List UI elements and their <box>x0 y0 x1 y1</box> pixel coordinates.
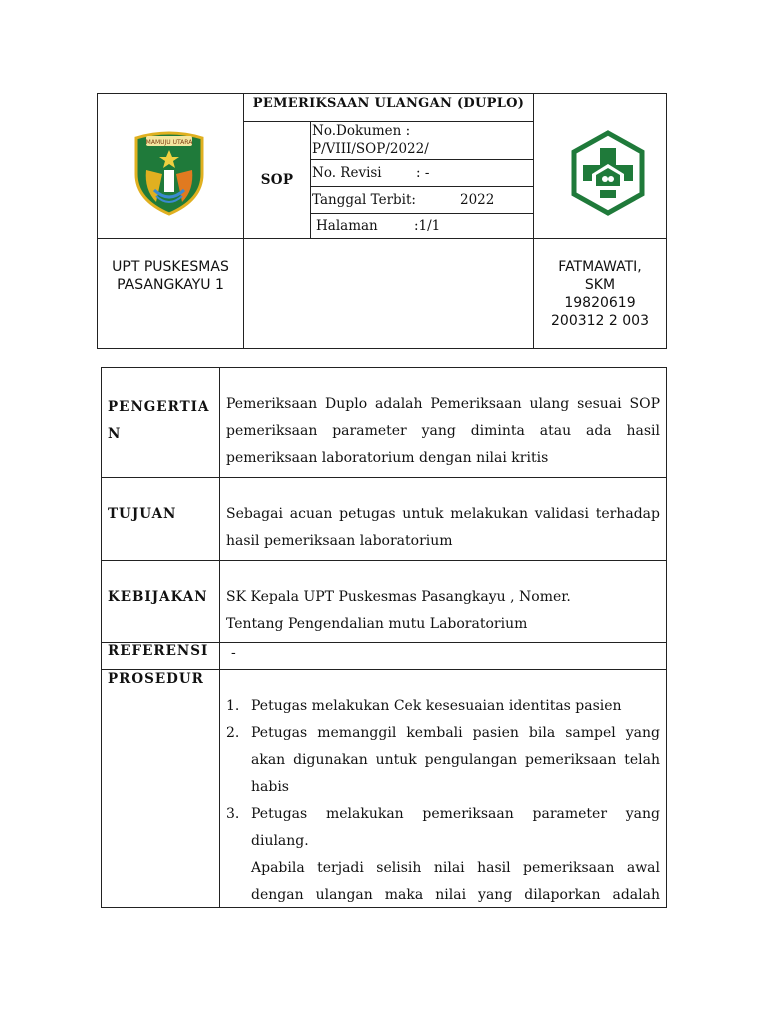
signer-nip-1: 19820619 <box>564 295 636 311</box>
referensi-label: REFERENSI <box>108 643 209 659</box>
step-text: Petugas melakukan Cek kesesuaian identitas pasien <box>251 698 622 714</box>
pengertian-label-line-2: N <box>108 426 122 442</box>
issue-date-value: 2022 <box>460 192 495 208</box>
pengertian-label <box>108 394 218 448</box>
page-label: Halaman <box>316 218 378 234</box>
step-3-note: Apabila terjadi selisih nilai hasil pemeriksaan awal dengan ulangan maka nilai yang dilaporkan adalah <box>251 860 660 903</box>
list-item <box>220 801 660 855</box>
pengertian-label-line-1: PENGERTIA <box>108 399 210 415</box>
signer-name: FATMAWATI, <box>558 259 642 275</box>
list-item <box>220 720 660 801</box>
step-number: 3. <box>226 806 240 822</box>
issue-date-label: Tanggal Terbit: <box>312 192 416 208</box>
pengertian-text: Pemeriksaan Duplo adalah Pemeriksaan ulang sesuai SOP pemeriksaan parameter yang diminta atau ada hasil pemeriksaan laboratorium dengan nilai kritis <box>226 396 660 466</box>
sop-label: SOP <box>260 172 294 188</box>
kebijakan-text <box>226 584 660 638</box>
signer-nip-2: 200312 2 003 <box>551 313 649 329</box>
kebijakan-line-2: Tentang Pengendalian mutu Laboratorium <box>226 616 528 632</box>
kebijakan-label: KEBIJAKAN <box>108 589 208 605</box>
step-number: 1. <box>226 698 240 714</box>
institution-line-1: UPT PUSKESMAS <box>112 259 229 275</box>
document-number-value: P/VIII/SOP/2022/ <box>312 141 429 157</box>
document-number-label: No.Dokumen : <box>312 123 411 139</box>
regency-emblem-logo <box>132 130 206 216</box>
document-title: PEMERIKSAAN ULANGAN (DUPLO) <box>252 96 525 111</box>
referensi-text: - <box>231 645 236 661</box>
revision-label: No. Revisi <box>312 165 382 181</box>
institution-name <box>98 258 243 294</box>
kebijakan-line-1: SK Kepala UPT Puskesmas Pasangkayu , Nomer. <box>226 589 571 605</box>
tujuan-text: Sebagai acuan petugas untuk melakukan validasi terhadap hasil pemeriksaan laboratorium <box>226 506 660 549</box>
step-text: Petugas melakukan pemeriksaan parameter yang diulang. <box>251 806 660 849</box>
step-number: 2. <box>226 725 240 741</box>
page-value: :1/1 <box>414 218 441 234</box>
prosedur-label: PROSEDUR <box>108 671 204 687</box>
puskesmas-logo <box>570 130 646 216</box>
prosedur-steps <box>220 693 660 909</box>
signer-title: SKM <box>584 277 616 293</box>
institution-line-2: PASANGKAYU 1 <box>117 277 224 293</box>
tujuan-label: TUJUAN <box>108 506 177 522</box>
signer-block <box>534 258 666 330</box>
list-item <box>220 693 660 720</box>
step-text: Petugas memanggil kembali pasien bila sampel yang akan digunakan untuk pengulangan pemeriksaan telah habis <box>251 725 660 795</box>
revision-value: : - <box>416 165 430 181</box>
svg-text:MAMUJU UTARA: MAMUJU UTARA <box>145 139 193 146</box>
